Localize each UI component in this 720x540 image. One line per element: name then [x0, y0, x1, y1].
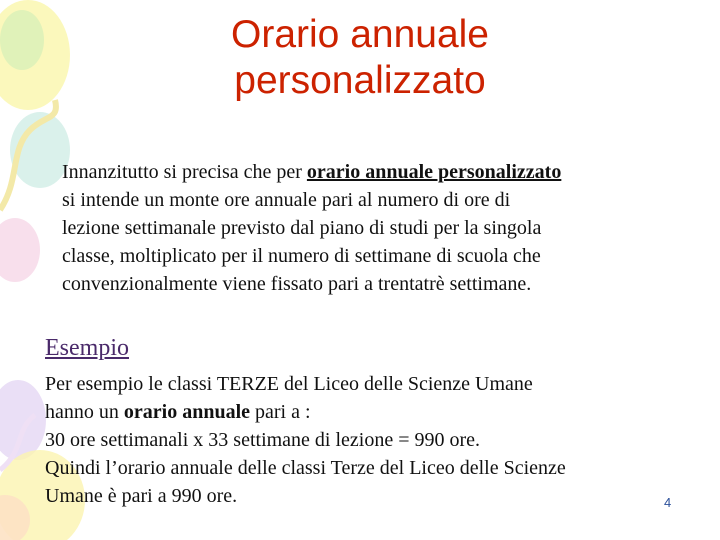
page-number: 4	[664, 495, 672, 510]
example-line-2	[45, 398, 705, 426]
key-term: orario annuale personalizzato	[306, 161, 562, 183]
pink-balloon	[0, 218, 40, 282]
example-line-2-bold: orario annuale	[123, 401, 251, 423]
intro-line-2: si intende un monte ore annuale pari al numero di ore di	[62, 189, 511, 211]
intro-line-1-text: Innanzitutto si precisa che per	[62, 161, 307, 183]
intro-line-5: convenzionalmente viene fissato pari a trentatrè settimane.	[62, 273, 532, 295]
title-line-1: Orario annuale	[231, 13, 489, 56]
example-line-2-pre: hanno un	[45, 401, 124, 423]
example-line-4: Quindi l’orario annuale delle classi Terze del Liceo delle Scienze	[45, 457, 566, 479]
intro-paragraph	[62, 158, 702, 298]
example-line-2-post: pari a :	[250, 401, 311, 423]
example-line-3: 30 ore settimanali x 33 settimane di lezione = 990 ore.	[45, 429, 481, 451]
example-line-1: Per esempio le classi TERZE del Liceo delle Scienze Umane	[45, 373, 533, 395]
slide-title	[150, 12, 570, 104]
intro-line-4: classe, moltiplicato per il numero di settimane di scuola che	[62, 245, 541, 267]
title-line-2: personalizzato	[234, 59, 486, 102]
intro-line-3: lezione settimanale previsto dal piano di studi per la singola	[62, 217, 542, 239]
example-line-5: Umane è pari a 990 ore.	[45, 485, 238, 507]
intro-line-1	[62, 158, 702, 186]
example-heading: Esempio	[45, 335, 129, 361]
purple-balloon	[0, 380, 46, 460]
green-balloon	[0, 10, 44, 70]
example-paragraph	[45, 370, 705, 510]
